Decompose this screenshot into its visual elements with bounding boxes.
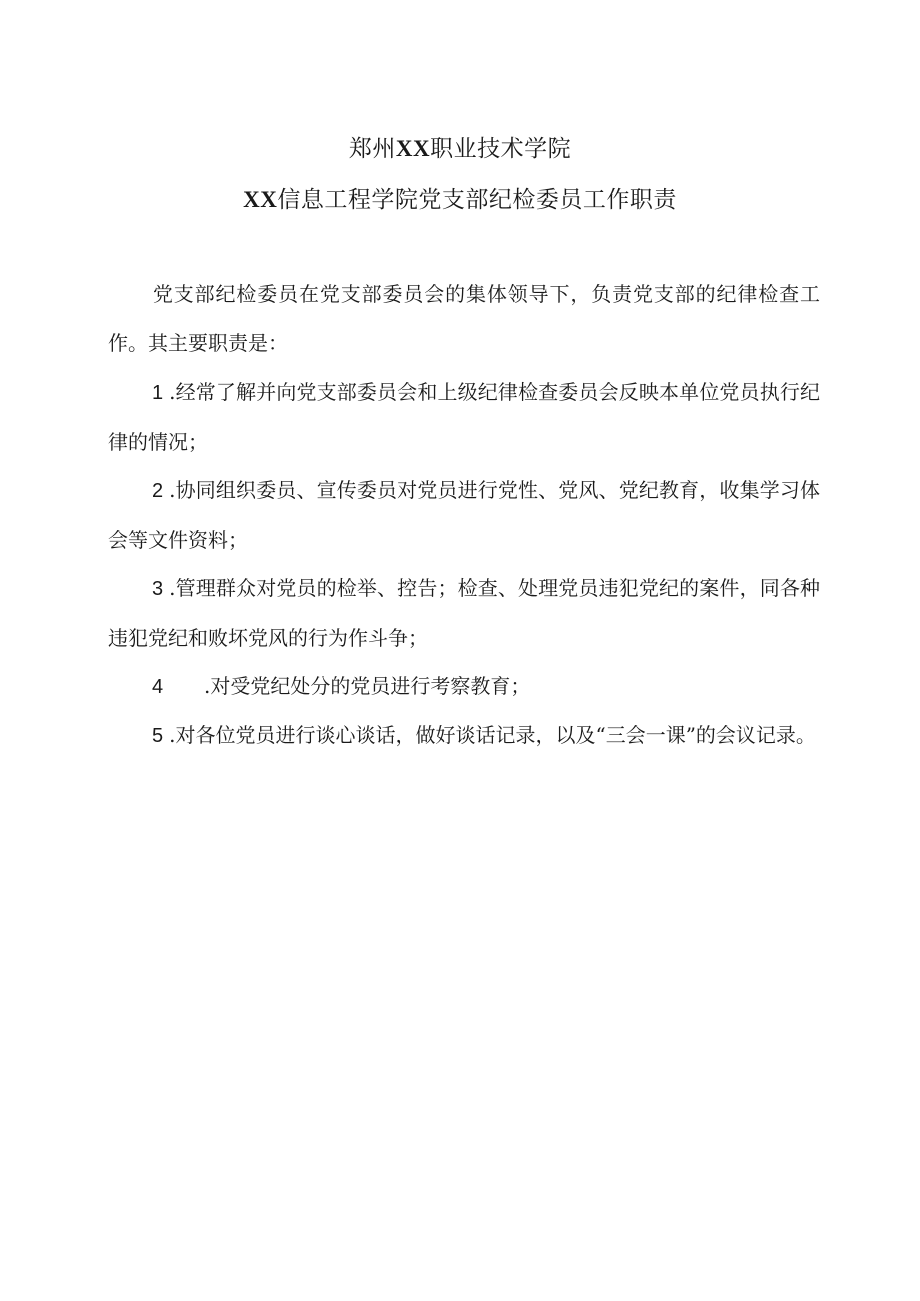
duty-number: 3 [152, 578, 164, 600]
duty-number: 5 [152, 725, 164, 747]
duty-text: .协同组织委员、宣传委员对党员进行党性、党风、党纪教育，收集学习体会等文件资料； [108, 478, 820, 552]
duty-number: 4 [152, 676, 164, 698]
duty-item-5 [108, 711, 820, 761]
duty-item-4 [108, 662, 820, 712]
title-placeholder: XX [395, 136, 431, 161]
duty-item-3 [108, 564, 820, 663]
document-title-line-2 [0, 185, 920, 215]
subtitle-text: 信息工程学院党支部纪检委员工作职责 [277, 187, 677, 213]
document-title-line-1 [0, 134, 920, 164]
duty-text: .管理群众对党员的检举、控告；检查、处理党员违犯党纪的案件，同各种违犯党纪和败坏党风的行为作斗争； [108, 576, 820, 650]
duty-text: .对受党纪处分的党员进行考察教育； [204, 674, 531, 698]
duty-number: 1 [152, 382, 164, 404]
intro-text: 党支部纪检委员在党支部委员会的集体领导下，负责党支部的纪律检查工作。其主要职责是： [108, 282, 820, 355]
duty-item-1 [108, 368, 820, 467]
duty-item-2 [108, 466, 820, 565]
subtitle-placeholder: XX [243, 187, 278, 212]
intro-paragraph [108, 270, 820, 368]
duty-number: 2 [152, 480, 164, 502]
title-prefix: 郑州 [348, 136, 396, 162]
duty-text: .对各位党员进行谈心谈话，做好谈话记录，以及“三会一课”的会议记录。 [169, 723, 816, 747]
duty-text: .经常了解并向党支部委员会和上级纪律检查委员会反映本单位党员执行纪律的情况； [108, 380, 820, 454]
title-suffix: 职业技术学院 [430, 136, 572, 162]
